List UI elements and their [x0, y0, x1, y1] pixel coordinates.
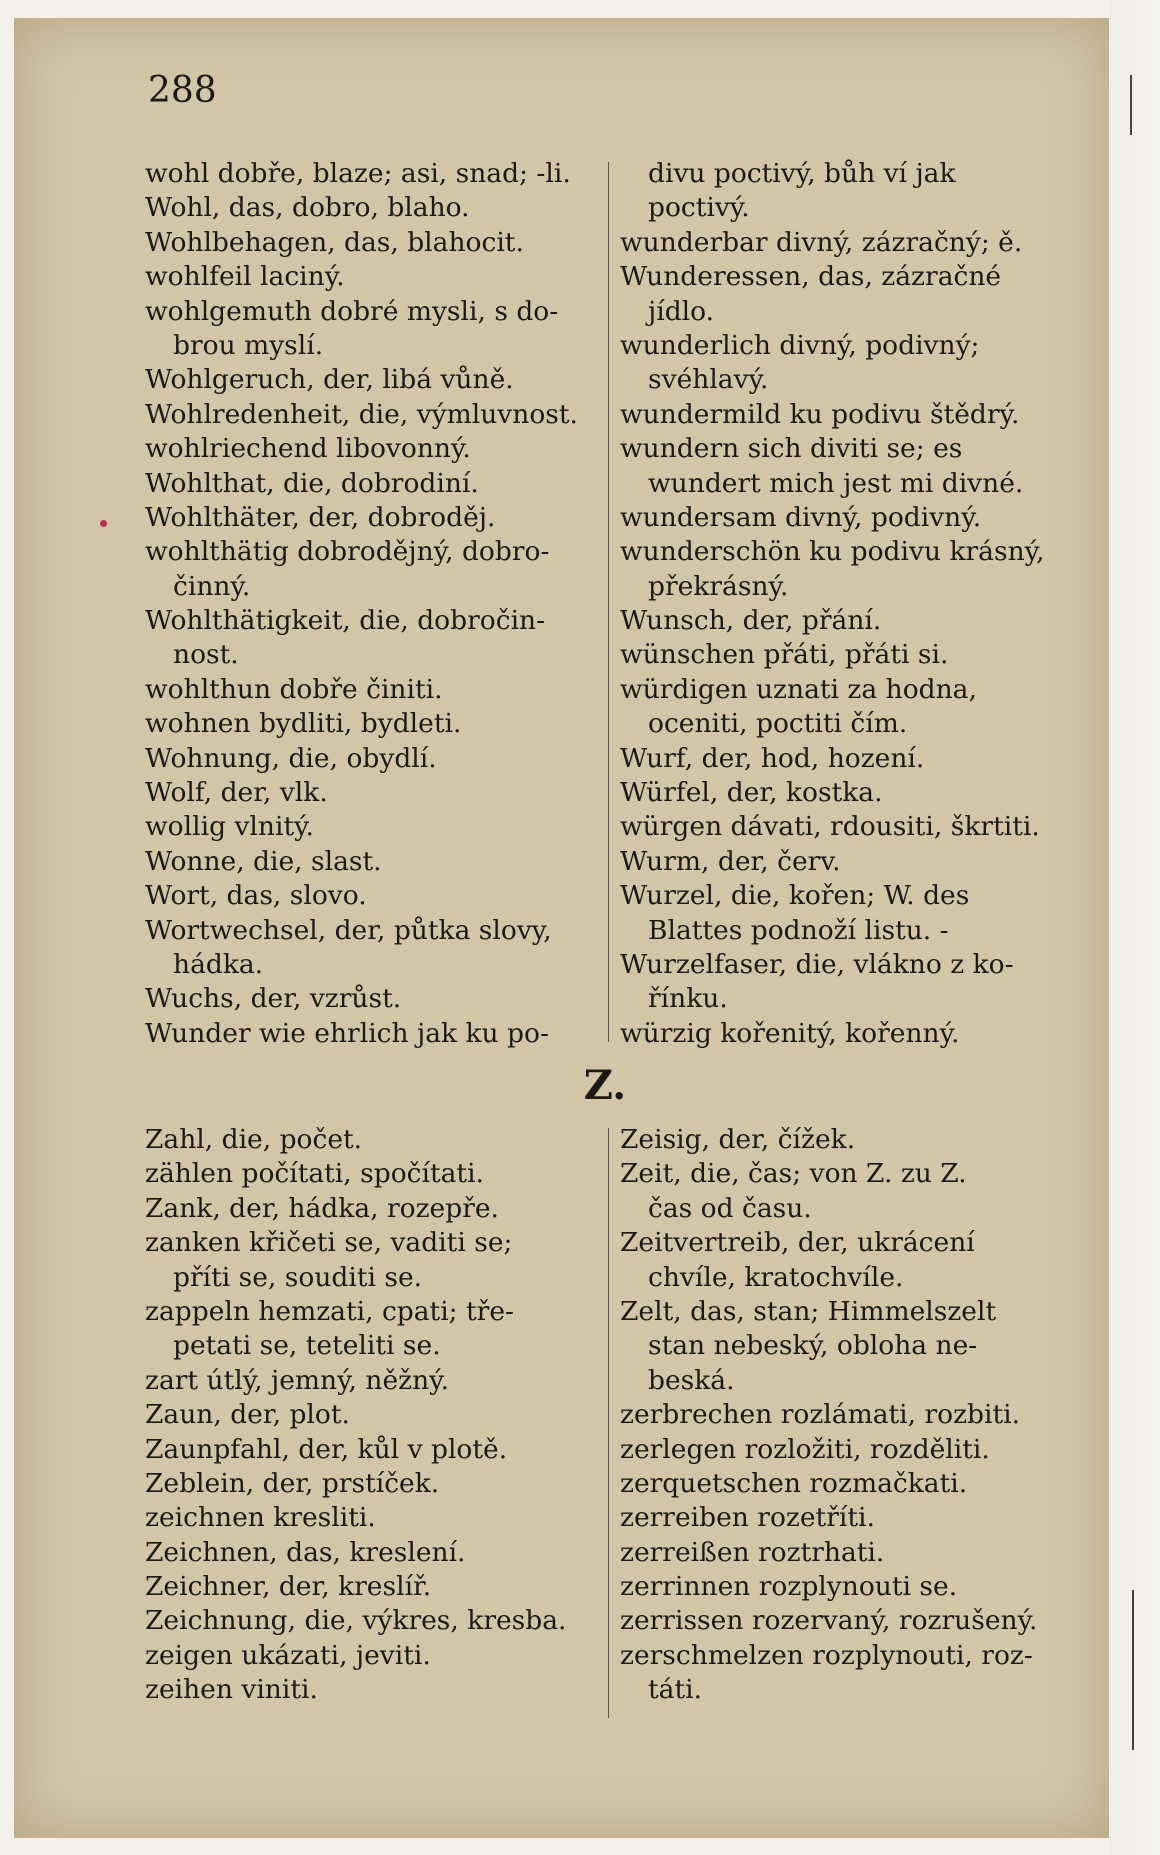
- dictionary-entry-line: divu poctivý, bůh ví jak: [648, 158, 956, 189]
- dictionary-entry-line: Zeisig, der, čížek.: [620, 1124, 856, 1155]
- dictionary-entry-line: wohlthun dobře činiti.: [145, 673, 443, 705]
- dictionary-entry-line: Zeitvertreib, der, ukrácení: [620, 1227, 975, 1259]
- dictionary-entry-line: wundersam divný, podivný.: [620, 501, 982, 533]
- dictionary-entry-line: wunderbar divný, zázračný; ě.: [620, 226, 1023, 258]
- dictionary-entry-line: wohlfeil laciný.: [145, 261, 345, 293]
- dictionary-entry-line: Wurf, der, hod, hození.: [620, 742, 925, 774]
- dictionary-entry-line: překrásný.: [648, 570, 789, 602]
- dictionary-entry-line: zerrinnen rozplynouti se.: [620, 1571, 958, 1603]
- page-edge-background: [1110, 0, 1160, 1855]
- dictionary-entry-line: hádka.: [173, 948, 264, 980]
- dictionary-entry-line: wohlthätig dobrodějný, dobro-: [145, 536, 550, 568]
- dictionary-entry-line: Wurzel, die, kořen; W. des: [620, 880, 970, 912]
- dictionary-entry-line: čas od času.: [648, 1192, 812, 1224]
- dictionary-entry-line: táti.: [648, 1674, 702, 1706]
- dictionary-entry-line: Zeblein, der, prstíček.: [145, 1467, 440, 1499]
- dictionary-entry-line: würdigen uznati za hodna,: [620, 673, 977, 705]
- dictionary-entry-line: wohnen bydliti, bydleti.: [145, 708, 462, 740]
- upper-left-column: [145, 157, 600, 1051]
- dictionary-entry-line: wundern sich diviti se; es: [620, 433, 963, 465]
- dictionary-entry-line: zählen počítati, spočítati.: [145, 1158, 484, 1190]
- dictionary-entry-line: Wunder wie ehrlich jak ku po-: [145, 1017, 549, 1049]
- dictionary-entry-line: zanken křičeti se, vaditi se;: [145, 1227, 513, 1259]
- dictionary-entry-line: nost.: [173, 639, 239, 671]
- dictionary-entry-line: Wohlthat, die, dobrodiní.: [145, 467, 479, 499]
- page-number: 288: [148, 70, 217, 111]
- upper-column-divider: [608, 162, 609, 1042]
- dictionary-entry-line: oceniti, poctiti čím.: [648, 708, 908, 740]
- lower-right-column: [620, 1123, 1060, 1708]
- dictionary-entry-line: Wolf, der, vlk.: [145, 777, 328, 809]
- dictionary-entry-line: wünschen přáti, přáti si.: [620, 639, 949, 671]
- dictionary-entry-line: brou myslí.: [173, 329, 324, 361]
- dictionary-entry-line: příti se, souditi se.: [173, 1261, 423, 1293]
- dictionary-entry-line: Zeichnen, das, kreslení.: [145, 1536, 466, 1568]
- dictionary-entry-line: zart útlý, jemný, něžný.: [145, 1364, 450, 1396]
- ink-dot: [100, 520, 107, 527]
- dictionary-entry-line: wollig vlnitý.: [145, 811, 314, 843]
- dictionary-entry-line: Wurzelfaser, die, vlákno z ko-: [620, 948, 1014, 980]
- dictionary-entry-line: Wunsch, der, přání.: [620, 605, 882, 637]
- dictionary-entry-line: Wohlthätigkeit, die, dobročin-: [145, 605, 546, 637]
- dictionary-entry-line: zeichnen kresliti.: [145, 1502, 376, 1534]
- dictionary-entry-line: Zeichnung, die, výkres, kresba.: [145, 1605, 567, 1637]
- dictionary-entry-line: zappeln hemzati, cpati; tře-: [145, 1295, 514, 1327]
- dictionary-entry-line: Wohl, das, dobro, blaho.: [145, 192, 470, 224]
- dictionary-entry-line: petati se, teteliti se.: [173, 1330, 441, 1362]
- dictionary-entry-line: Wort, das, slovo.: [145, 880, 367, 912]
- dictionary-entry-line: zeigen ukázati, jeviti.: [145, 1639, 431, 1671]
- dictionary-entry-line: Wunderessen, das, zázračné: [620, 261, 1002, 293]
- dictionary-entry-line: Zahl, die, počet.: [145, 1124, 363, 1155]
- dictionary-entry-line: chvíle, kratochvíle.: [648, 1261, 904, 1293]
- dictionary-entry-line: Zank, der, hádka, rozepře.: [145, 1192, 499, 1224]
- dictionary-entry-line: würgen dávati, rdousiti, škrtiti.: [620, 811, 1040, 843]
- dictionary-entry-line: zerbrechen rozlámati, rozbiti.: [620, 1399, 1021, 1431]
- dictionary-entry-line: wundert mich jest mi divné.: [648, 467, 1024, 499]
- dictionary-entry-line: wundermild ku podivu štědrý.: [620, 398, 1020, 430]
- dictionary-entry-line: Würfel, der, kostka.: [620, 777, 883, 809]
- dictionary-entry-line: wunderlich divný, podivný;: [620, 329, 980, 361]
- dictionary-entry-line: beská.: [648, 1364, 735, 1396]
- dictionary-entry-line: Wonne, die, slast.: [145, 845, 382, 877]
- dictionary-entry-line: wohlgemuth dobré mysli, s do-: [145, 295, 559, 327]
- lower-column-divider: [608, 1128, 609, 1718]
- dictionary-entry-line: Zelt, das, stan; Himmelszelt: [620, 1295, 997, 1327]
- dictionary-entry-line: Wuchs, der, vzrůst.: [145, 983, 402, 1015]
- dictionary-entry-line: zerreiben rozetříti.: [620, 1502, 875, 1534]
- dictionary-entry-line: zeihen viniti.: [145, 1674, 318, 1706]
- dictionary-entry-line: Zeit, die, čas; von Z. zu Z.: [620, 1158, 967, 1190]
- dictionary-entry-line: Wohlthäter, der, dobroděj.: [145, 501, 496, 533]
- dictionary-entry-line: würzig kořenitý, kořenný.: [620, 1017, 960, 1049]
- binding-mark: [1132, 1590, 1134, 1750]
- section-letter-heading: Z.: [583, 1062, 627, 1109]
- dictionary-entry-line: wohl dobře, blaze; asi, snad; -li.: [145, 158, 571, 189]
- dictionary-entry-line: řínku.: [648, 983, 728, 1015]
- dictionary-entry-line: poctivý.: [648, 192, 750, 224]
- dictionary-entry-line: Zaunpfahl, der, kůl v plotě.: [145, 1433, 508, 1465]
- dictionary-entry-line: stan nebeský, obloha ne-: [648, 1330, 978, 1362]
- dictionary-entry-line: Wohlbehagen, das, blahocit.: [145, 226, 524, 258]
- dictionary-entry-line: Blattes podnoží listu. -: [648, 914, 949, 946]
- dictionary-entry-line: Wohlgeruch, der, libá vůně.: [145, 364, 514, 396]
- dictionary-entry-line: zerrissen rozervaný, rozrušený.: [620, 1605, 1038, 1637]
- dictionary-entry-line: jídlo.: [648, 295, 715, 327]
- dictionary-entry-line: zerquetschen rozmačkati.: [620, 1467, 968, 1499]
- dictionary-entry-line: svéhlavý.: [648, 364, 769, 396]
- dictionary-entry-line: Zaun, der, plot.: [145, 1399, 350, 1431]
- dictionary-entry-line: wunderschön ku podivu krásný,: [620, 536, 1045, 568]
- upper-right-column: [620, 157, 1060, 1051]
- dictionary-entry-line: zerschmelzen rozplynouti, roz-: [620, 1639, 1033, 1671]
- dictionary-entry-line: Wohnung, die, obydlí.: [145, 742, 437, 774]
- dictionary-entry-line: Wortwechsel, der, půtka slovy,: [145, 914, 552, 946]
- lower-left-column: [145, 1123, 600, 1708]
- dictionary-entry-line: činný.: [173, 570, 251, 602]
- dictionary-entry-line: Wurm, der, červ.: [620, 845, 841, 877]
- dictionary-entry-line: wohlriechend libovonný.: [145, 433, 471, 465]
- binding-mark: [1130, 75, 1132, 135]
- dictionary-entry-line: zerlegen rozložiti, rozděliti.: [620, 1433, 990, 1465]
- dictionary-entry-line: Wohlredenheit, die, výmluvnost.: [145, 398, 578, 430]
- dictionary-entry-line: Zeichner, der, kreslíř.: [145, 1571, 432, 1603]
- dictionary-entry-line: zerreißen roztrhati.: [620, 1536, 885, 1568]
